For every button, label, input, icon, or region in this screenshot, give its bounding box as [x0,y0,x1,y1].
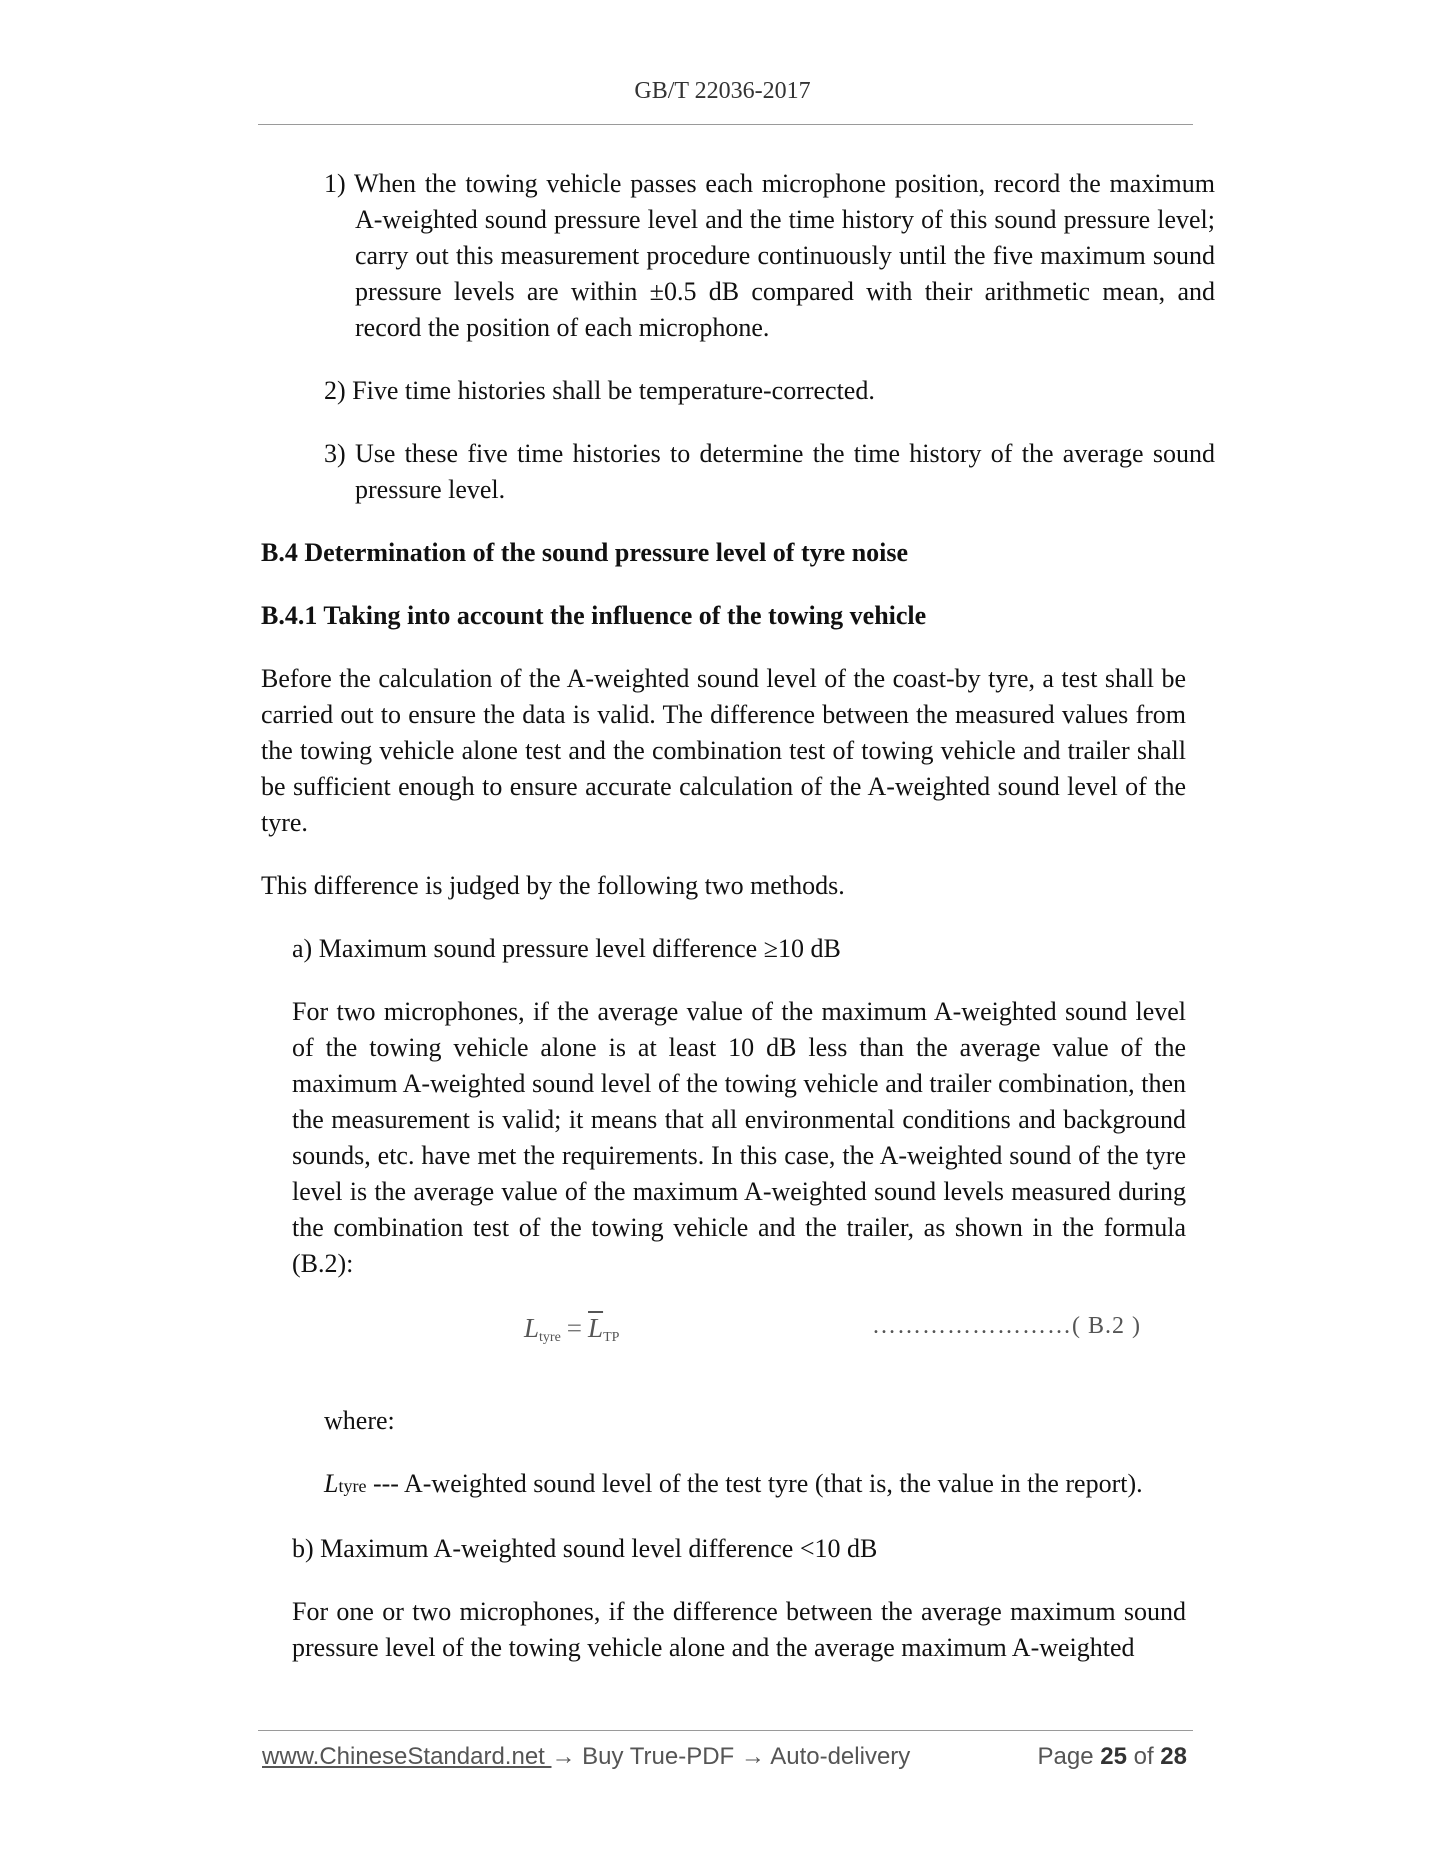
method-a-title: a) Maximum sound pressure level difference ≥10 dB [292,934,841,963]
formula-expression [524,1313,619,1346]
auto-delivery-text: Auto-delivery [764,1743,911,1770]
website-link[interactable]: www.ChineseStandard.net [262,1743,552,1770]
section-heading-b4: B.4 Determination of the sound pressure level of tyre noise [261,538,909,567]
header-divider [258,124,1193,125]
step-3: 3) Use these five time histories to determine the time history of the average sound pressure level. [324,439,1215,504]
paragraph-methods-intro: This difference is judged by the following two methods. [261,871,845,900]
method-b-title: b) Maximum A-weighted sound level difference <10 dB [292,1534,878,1563]
buy-pdf-text: Buy True-PDF [575,1743,741,1770]
formula-lhs-subscript: tyre [539,1330,561,1345]
formula-lhs-symbol: L [524,1313,540,1343]
formula-rhs-symbol: $\overline{L}$ [588,1313,604,1343]
formula-label: ( B.2 ) [1072,1313,1141,1339]
definition-symbol: L [324,1469,339,1498]
formula-equals: = [566,1313,583,1343]
formula-b2 [0,1309,1445,1383]
where-label: where: [324,1406,395,1435]
step-2: 2) Five time histories shall be temperature-corrected. [324,376,875,405]
current-page: 25 [1100,1743,1127,1770]
running-header: GB/T 22036-2017 [634,78,811,104]
formula-leader-dots: …………………… [872,1313,1072,1339]
arrow-icon: → [551,1743,576,1770]
formula-rhs-subscript: TP [603,1330,620,1345]
footer-left [262,1743,910,1771]
symbol-definition [324,1466,1186,1504]
section-heading-b41: B.4.1 Taking into account the influence of the towing vehicle [261,601,927,630]
definition-subscript: tyre [338,1476,367,1496]
page-footer [262,1743,1187,1779]
of-label: of [1126,1743,1161,1770]
definition-text: --- A-weighted sound level of the test tyre (that is, the value in the report). [366,1469,1143,1498]
total-pages: 28 [1160,1743,1187,1770]
formula-number [872,1313,1141,1340]
step-1: 1) When the towing vehicle passes each microphone position, record the maximum A-weighted sound pressure level and the time history of this sound pressure level; carry out this measurement procedure continuously until the five maximum sound pressure levels are within ±0.5 dB compared with their arithmetic mean, and record the position of each microphone. [324,169,1215,342]
footer-divider [258,1730,1193,1731]
method-b-text: For one or two microphones, if the difference between the average maximum sound pressure level of the towing vehicle alone and the average maximum A-weighted [292,1597,1186,1662]
method-a-text: For two microphones, if the average value of the maximum A-weighted sound level of the towing vehicle alone is at least 10 dB less than the average value of the maximum A-weighted sound level of the towing vehicle and trailer combination, then the measurement is valid; it means that all environmental conditions and background sounds, etc. have met the requirements. In this case, the A-weighted sound of the tyre level is the average value of the maximum A-weighted sound levels measured during the combination test of the towing vehicle and the trailer, as shown in the formula (B.2): [292,997,1186,1278]
paragraph-validity: Before the calculation of the A-weighted sound level of the coast-by tyre, a test shall be carried out to ensure the data is valid. The difference between the measured values from the towing vehicle alone test and the combination test of towing vehicle and trailer shall be sufficient enough to ensure accurate calculation of the A-weighted sound level of the tyre. [261,664,1186,837]
page-body [0,166,1445,1693]
arrow-icon: → [740,1743,765,1770]
page-counter [1038,1743,1187,1771]
page-label: Page [1037,1743,1101,1770]
